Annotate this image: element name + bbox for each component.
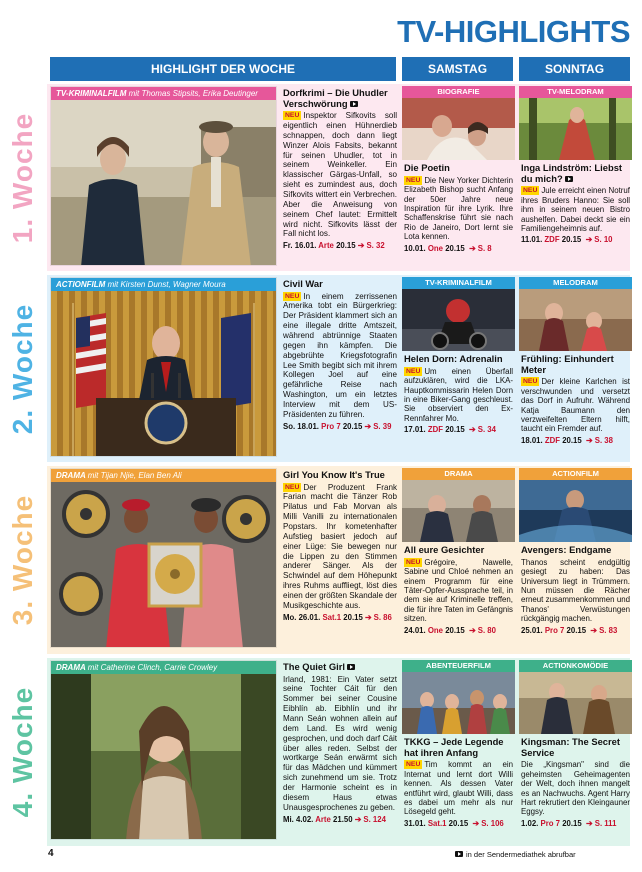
highlight-title: The Quiet Girl: [283, 662, 397, 673]
highlight-text: Civil War NEU In einem zerrissenen Amerika tobt ein Bürgerkrieg: Der Präsident klammert sich an eine illegale dritte Amtszeit, während abtrünnige Staaten gegen ihn kämpfen. Die abgebrühte Kriegsfotografin Lee Smith begibt sich mit ihrem Kollegen Joel auf eine gefährliche Reise nach Washington, um ein letztes Interview mit dem US-Präsidenten zu führen. So. 18.01. Pro 7 20.15 ➔ S. 39: [283, 278, 397, 431]
hero-tag: TV-KRIMINALFILM mit Thomas Stipsits, Erika Deutinger: [51, 87, 276, 100]
movie-still: [402, 672, 515, 734]
highlight-title: Girl You Know It's True: [283, 469, 385, 480]
movie-still: [402, 98, 515, 160]
movie-title: Frühling: Einhundert Meter: [521, 353, 614, 375]
movie-title: Kingsman: The Secret Service: [521, 736, 620, 758]
airing-info: 10.01. One 20.15 ➔ S. 8: [404, 243, 492, 253]
airing-info: 25.01. Pro 7 20.15 ➔ S. 83: [521, 625, 618, 635]
airing-info: 1.02. Pro 7 20.15 ➔ S. 111: [521, 818, 617, 828]
genre-tag: TV-KRIMINALFILM: [402, 277, 515, 289]
new-badge: NEU: [406, 761, 421, 769]
mediathek-icon: [350, 101, 358, 107]
new-badge: NEU: [406, 176, 421, 184]
airing-info: 24.01. One 20.15 ➔ S. 80: [404, 625, 496, 635]
genre-tag: DRAMA: [402, 468, 515, 480]
week-label-3: 3. Woche: [7, 494, 39, 626]
movie-title: TKKG – Jede Legende hat ihren Anfang: [404, 736, 504, 758]
hero-tag: ACTIONFILM mit Kirsten Dunst, Wagner Moura: [51, 278, 276, 291]
saturday-card: ABENTEUERFILM TKKG – Jede Legende hat ihren Anfang NEU Tim kommt an ein Internat und lernt dort Willi kennen. Als dessen Vater entführt wird, glaubt Willi, dass es dabei um mehr als nur Lösegeld geht. 31.01. Sat.1 20.15 ➔ S. 106: [404, 661, 513, 828]
airing-info: Fr. 16.01. Arte 20.15 ➔ S. 32: [283, 241, 385, 251]
highlight-text: The Quiet Girl Irland, 1981: Ein Vater setzt seine Tochter Cáit für den Sommer bei seiner Cousine Eibhlín ab. Eibhlín und ihr Mann Seán wohnen allein auf dem Land. Es wird wenig gesprochen, und doch darf Cáit über alles reden. Selbst der wortkarge Seán erwärmt sich für das Mädchen und kümmert sich zunehmend um sie. Trotz der Harmonie scheint es in diesem Haus etwas Unausgesprochenes zu geben. Mi. 4.02. Arte 21.50 ➔ S. 124: [283, 661, 397, 824]
highlight-text: Dorfkrimi – Die Uhudler Verschwörung NEU Inspektor Sifkovits soll eigentlich einen Hühnerdieb schnappen, doch dann liegt Winzer Alois Fabsits, bekannt für seinen Uhudler, tot in seinem Weinkeller. Ein klassischer Gärgas-Unfall, so sieht es zumindest aus, doch Sifkovits wittert ein Verbrechen. Aber die Anweisung von seinem Chef lautet: Ermittelt wird nicht. Sifkovits lässt der Fall nicht los. Fr. 16.01. Arte 20.15 ➔ S. 32: [283, 87, 397, 251]
movie-title: Die Poetin: [404, 162, 450, 173]
column-header-saturday: SAMSTAG: [402, 57, 513, 81]
new-badge: NEU: [406, 367, 421, 375]
movie-title: Inga Lindström: Liebst du mich?: [521, 162, 623, 184]
week-4-band: [47, 658, 630, 846]
genre-tag: BIOGRAFIE: [402, 86, 515, 98]
new-badge: NEU: [285, 112, 300, 120]
new-badge: NEU: [523, 187, 538, 195]
airing-info: 18.01. ZDF 20.15 ➔ S. 38: [521, 435, 613, 445]
highlight-text: Girl You Know It's True NEU Der Produzent Frank Farian macht die Tänzer Rob Pilatus und Fab Morvan als Milli Vanilli zu internationalen Popstars. Ihr kometenhafter Aufstieg basiert jedoch auf einer Lüge: Sie bewegen nur die Lippen zu den Stimmen anderer Sänger. Als der Schwindel auf dem Höhepunkt ihres Ruhms auffliegt, löst dies einen der größten Skandale der Musikgeschichte aus. Mo. 26.01. Sat.1 20.15 ➔ S. 86: [283, 469, 397, 622]
sunday-card: ACTIONKOMÖDIE Kingsman: The Secret Service Die „Kingsman" sind die geheimsten Geheimagenten der Welt, doch ihnen mangelt es an Nachwuchs. Agent Harry Hart rekrutiert den Kleingauner Eggsy. 1.02. Pro 7 20.15 ➔ S. 111: [521, 661, 630, 828]
new-badge: NEU: [523, 378, 538, 386]
week-label-2: 2. Woche: [7, 303, 39, 434]
movie-still: [519, 289, 632, 351]
column-header-sunday: SONNTAG: [519, 57, 630, 81]
movie-still: [519, 480, 632, 542]
movie-still: [402, 289, 515, 351]
movie-title: All eure Gesichter: [404, 544, 485, 555]
hero-image: [50, 660, 277, 840]
airing-info: 17.01. ZDF 20.15 ➔ S. 34: [404, 425, 496, 435]
movie-still: [519, 672, 632, 734]
saturday-card: DRAMA All eure Gesichter NEU Grégoire, Nawelle, Sabine und Chloé nehmen an einem Programm für eine Täter-Opfer-Aussprache teil, in dem sie auf Kriminelle treffen, die für ihre Taten im Gefängnis sitzen. 24.01. One 20.15 ➔ S. 80: [404, 469, 513, 635]
highlight-title: Civil War: [283, 278, 323, 289]
movie-title: Avengers: Endgame: [521, 544, 612, 555]
saturday-card: BIOGRAFIE Die Poetin NEU Die New Yorker Dichterin Elizabeth Bishop sucht Anfang der 50er Jahre neue Inspiration für ihre Lyrik. Ihre Schaffenskrise führt sie nach Rio de Janeiro, Dort lernt sie Lota kennen. 10.01. One 20.15 ➔ S. 8: [404, 87, 513, 253]
week-3-band: [47, 466, 630, 654]
genre-tag: MELODRAM: [519, 277, 632, 289]
column-header-highlight: HIGHLIGHT DER WOCHE: [50, 57, 396, 81]
movie-title: Helen Dorn: Adrenalin: [404, 353, 503, 364]
hero-image: [50, 277, 277, 457]
airing-info: 31.01. Sat.1 20.15 ➔ S. 106: [404, 818, 504, 828]
page-number: 4: [48, 848, 54, 859]
sunday-card: MELODRAM Frühling: Einhundert Meter NEU Der kleine Karlchen ist verschwunden und versetzt das Dorf in Aufruhr. Während Katja Baumann den verzweifelten Eltern hilft, taucht ein Fremder auf. 18.01. ZDF 20.15 ➔ S. 38: [521, 278, 630, 445]
sunday-card: TV-MELODRAM Inga Lindström: Liebst du mich? NEU Jule erreicht einen Notruf ihres Bruders Hanno: Sie soll ihm in seinem neuen Bistro aushelfen. Dabei deckt sie ein Familiengeheimnis auf. 11.01. ZDF 20.15 ➔ S. 10: [521, 87, 630, 245]
movie-still: [519, 98, 632, 160]
mediathek-legend: in der Sendermediathek abrufbar: [455, 850, 576, 859]
genre-tag: TV-MELODRAM: [519, 86, 632, 98]
new-badge: NEU: [406, 558, 421, 566]
sunday-card: ACTIONFILM Avengers: Endgame Thanos scheint endgültig gesiegt zu haben: Das Universum liegt in Trümmern. Nun müssen die Rächer erneut zusammenkommen und Thanos' Verwüstungen rückgängig machen. 25.01. Pro 7 20.15 ➔ S. 83: [521, 469, 630, 635]
highlight-title: Dorfkrimi – Die Uhudler Verschwörung: [283, 87, 388, 109]
mediathek-icon: [565, 176, 573, 182]
genre-tag: ABENTEUERFILM: [402, 660, 515, 672]
week-label-4: 4. Woche: [7, 686, 39, 818]
week-label-1: 1. Woche: [7, 112, 39, 243]
airing-info: Mi. 4.02. Arte 21.50 ➔ S. 124: [283, 814, 386, 824]
hero-tag: DRAMA mit Tijan Njie, Elan Ben Ali: [51, 469, 276, 482]
week-2-band: [47, 275, 630, 462]
mediathek-icon: [347, 664, 355, 670]
hero-image: [50, 468, 277, 648]
movie-still: [402, 480, 515, 542]
new-badge: NEU: [285, 292, 300, 300]
mediathek-icon: [455, 851, 463, 857]
airing-info: 11.01. ZDF 20.15 ➔ S. 10: [521, 235, 613, 245]
genre-tag: ACTIONKOMÖDIE: [519, 660, 632, 672]
page-title: TV-HIGHLIGHTS: [397, 14, 630, 49]
airing-info: So. 18.01. Pro 7 20.15 ➔ S. 39: [283, 421, 392, 431]
week-1-band: [47, 84, 630, 271]
genre-tag: ACTIONFILM: [519, 468, 632, 480]
hero-tag: DRAMA mit Catherine Clinch, Carrie Crowley: [51, 661, 276, 674]
hero-image: [50, 86, 277, 266]
saturday-card: TV-KRIMINALFILM Helen Dorn: Adrenalin NEU Um einen Überfall aufzuklären, wird die LKA-Hauptkommissarin Helen Dorn in eine Biker-Gang geschleust. Sie observiert den Ex-Rennfahrer Mo. 17.01. ZDF 20.15 ➔ S. 34: [404, 278, 513, 435]
airing-info: Mo. 26.01. Sat.1 20.15 ➔ S. 86: [283, 612, 392, 622]
new-badge: NEU: [285, 483, 300, 491]
